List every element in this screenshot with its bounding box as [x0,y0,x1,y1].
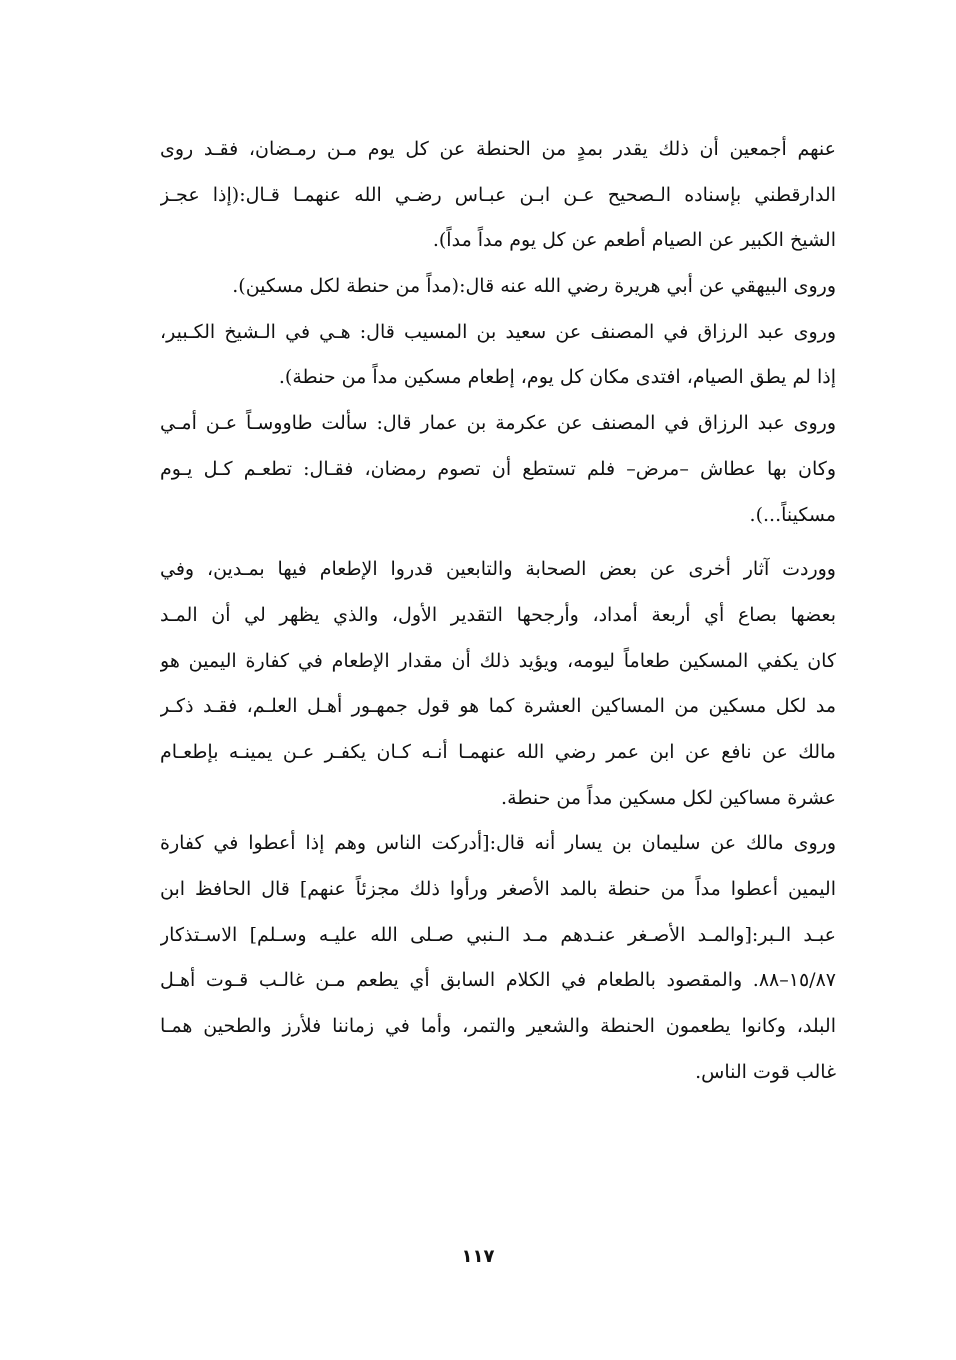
body-text [160,127,836,1095]
text-line: ١٥/٨٧–٨٨. والمقصود بالطعام في الكلام السابق أي يطعم مـن غالـب قـوت أهـل [160,969,836,992]
text-line: مالك عن نافع عن ابن عمر رضي الله عنهمـا أنـه كـان يكفـر عـن يمينـه بإطعـام [160,740,836,763]
paragraph [160,310,836,401]
paragraph [160,127,836,264]
paragraph [160,547,836,821]
text-line: كان يكفي المسكين طعاماً ليومه، ويؤيد ذلك أن مقدار الإطعام في كفارة اليمين هو [160,649,836,672]
text-line: عنهم أجمعين أن ذلك يقدر بمدٍ من الحنطة عن كل يوم مـن رمـضان، فقـد روى [160,138,836,160]
text-line: الشيخ الكبير عن الصيام أطعم عن كل يوم مداً مداً). [432,229,836,252]
text-line: وروى البيهقي عن أبي هريرة رضي الله عنه قال:(مداً من حنطة لكل مسكين). [232,275,836,298]
text-line: إذا لم يطق الصيام، افتدى مكان كل يوم، إطعام مسكين مداً من حنطة). [278,366,836,389]
text-line: مسكيناً...). [749,503,836,526]
page-number: ١١٧ [461,1246,495,1267]
text-line: الدارقطني بإسناده الـصحيح عـن ابـن عبـاس رضـي الله عنهمـا قـال:(إذا عجـز [160,183,836,206]
text-line: البلد، وكانوا يطعمون الحنطة والشعير والتمر، وأما في زماننا فلأرز والطحين همـا [160,1015,836,1038]
text-line: مد لكل مسكين من المساكين العشرة كما هو قول جمهـور أهـل العلـم، فقـد ذكـر [160,695,836,718]
paragraph [160,264,836,310]
text-line: ووردت آثار أخرى عن بعض الصحابة والتابعين قدروا الإطعام فيها بمـدين، وفي [160,558,836,581]
text-line: عشرة مساكين لكل مسكين مداً من حنطة. [501,786,836,809]
paragraph [160,401,836,538]
paragraph [160,821,836,1095]
text-line: عبـد الـبر:[والمـد الأصـغر عنـدهم مـد الـنبي صـلى الله عليـه وسـلم] الاسـتذكار [160,923,836,946]
text-line: اليمين أعطوا مداً من حنطة بالمد الأصغر ورأوا ذلك مجزئاً عنهم] قال الحافظ ابن [160,878,836,900]
text-line: غالب قوت الناس. [695,1060,836,1083]
text-line: بعضها بصاع أي أربعة أمداد، وأرجحها التقدير الأول، والذي يظهر لي أن المـد [160,603,836,626]
text-line: وكان بها عطاش –مرض– فلم تستطع أن تصوم رمضان، فقـال: تطعـم كـل يـوم [160,457,836,480]
text-line: وروى عبد الرزاق في المصنف عن عكرمة بن عمار قال: سألت طاووسـاً عـن أمـي [160,412,836,435]
text-line: وروى عبد الرزاق في المصنف عن سعيد بن المسيب قال: هـي في الـشيخ الكـبير، [160,320,836,343]
text-line: وروى مالك عن سليمان بن يسار أنه قال:[أدركت الناس وهم إذا أعطوا في كفارة [160,832,836,855]
